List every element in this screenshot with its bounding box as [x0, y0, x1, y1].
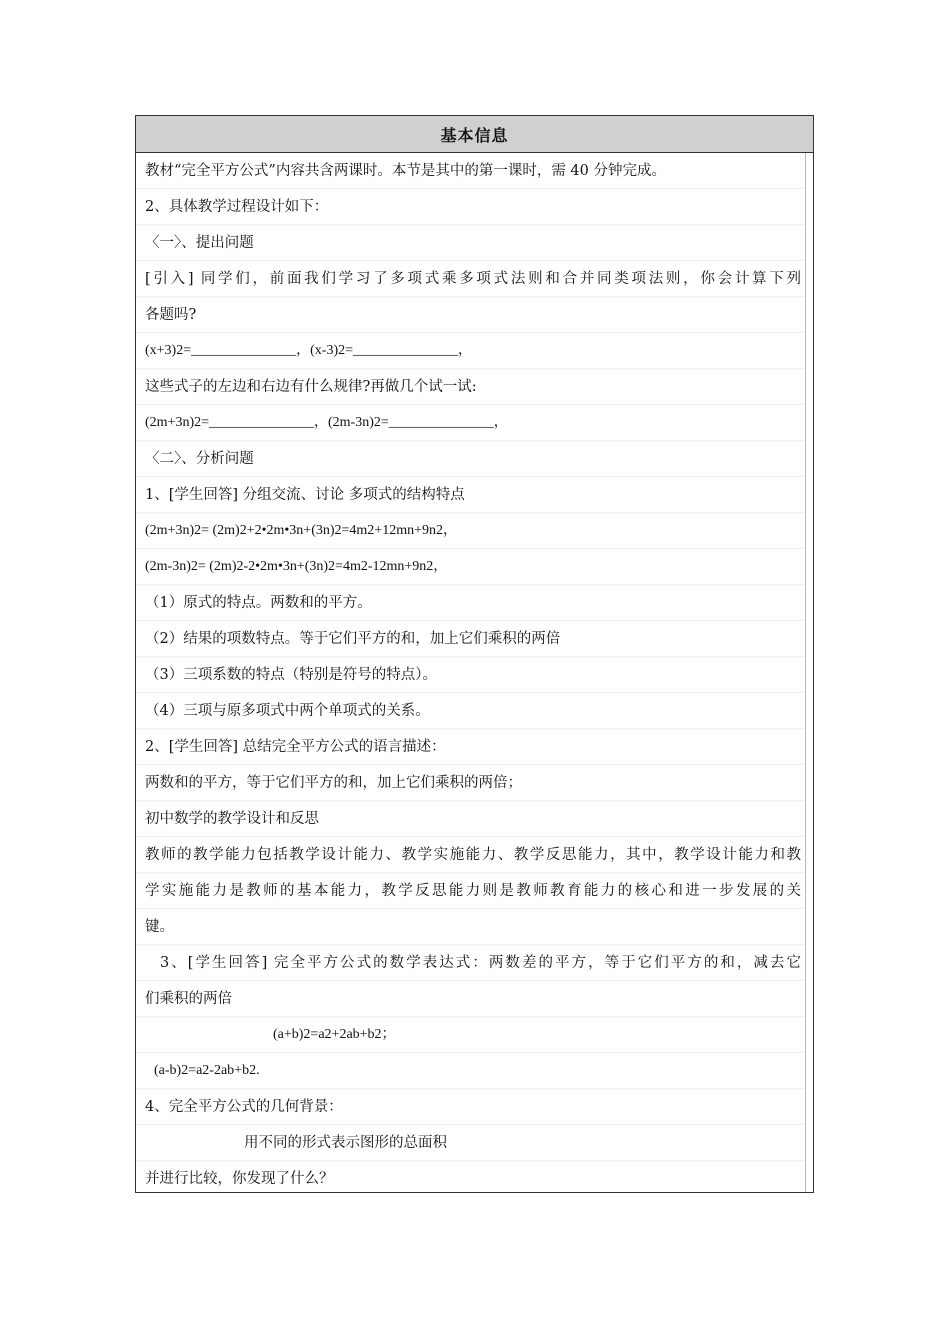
- info-table: [135, 115, 814, 1193]
- text-line-answer-2: 2、[学生回答] 总结完全平方公式的语言描述：: [136, 729, 805, 765]
- list-item-3: （3）三项系数的特点（特别是符号的特点）。: [136, 657, 805, 693]
- list-item-4: （4）三项与原多项式中两个单项式的关系。: [136, 693, 805, 729]
- formula-square-diff: (a-b)2=a2-2ab+b2.: [136, 1053, 805, 1089]
- text-line-geometry: 4、完全平方公式的几何背景：: [136, 1089, 805, 1125]
- table-content: [136, 153, 806, 1193]
- list-item-1: （1）原式的特点。两数和的平方。: [136, 585, 805, 621]
- text-line-lead-in: [引入] 同学们，前面我们学习了多项式乘多项式法则和合并同类项法则，你会计算下列: [136, 261, 805, 297]
- text-line-reflection-title: 初中数学的教学设计和反思: [136, 801, 805, 837]
- formula-expansion-1: (2m+3n)2= (2m)2+2•2m•3n+(3n)2=4m2+12mn+9n2，: [136, 513, 805, 549]
- text-line-intro: 教材“完全平方公式”内容共含两课时。本节是其中的第一课时，需 40 分钟完成。: [136, 153, 805, 189]
- text-line-pattern: 这些式子的左边和右边有什么规律?再做几个试一试:: [136, 369, 805, 405]
- text-line-answer-3: 3、[学生回答] 完全平方公式的数学表达式：两数差的平方，等于它们平方的和，减去它: [136, 945, 805, 981]
- text-line-compare: 并进行比较，你发现了什么？: [136, 1161, 805, 1193]
- section-heading-2: 〈二〉、分析问题: [136, 441, 805, 477]
- formula-expansion-2: (2m-3n)2= (2m)2-2•2m•3n+(3n)2=4m2-12mn+9n2，: [136, 549, 805, 585]
- text-line-answer-3-cont: 们乘积的两倍: [136, 981, 805, 1017]
- text-line-area: 用不同的形式表示图形的总面积: [136, 1125, 805, 1161]
- text-line-reflection-3: 键。: [136, 909, 805, 945]
- text-line-process: 2、具体教学过程设计如下：: [136, 189, 805, 225]
- text-line-answer-1: 1、[学生回答] 分组交流、讨论 多项式的结构特点: [136, 477, 805, 513]
- text-line-question: 各题吗?: [136, 297, 805, 333]
- section-heading-1: 〈一〉、提出问题: [136, 225, 805, 261]
- formula-blank-1: (x+3)2=_______________，(x-3)2=_______________，: [136, 333, 805, 369]
- table-header: [136, 116, 813, 153]
- formula-square-sum: (a+b)2=a2+2ab+b2；: [136, 1017, 805, 1053]
- list-item-2: （2）结果的项数特点。等于它们平方的和，加上它们乘积的两倍: [136, 621, 805, 657]
- text-line-reflection-2: 学实施能力是教师的基本能力，教学反思能力则是教师教育能力的核心和进一步发展的关: [136, 873, 805, 909]
- text-line-description: 两数和的平方，等于它们平方的和，加上它们乘积的两倍；: [136, 765, 805, 801]
- formula-blank-2: (2m+3n)2=_______________，(2m-3n)2=_______________，: [136, 405, 805, 441]
- text-line-reflection-1: 教师的教学能力包括教学设计能力、教学实施能力、教学反思能力，其中，教学设计能力和教: [136, 837, 805, 873]
- table-title: 基本信息: [440, 125, 509, 145]
